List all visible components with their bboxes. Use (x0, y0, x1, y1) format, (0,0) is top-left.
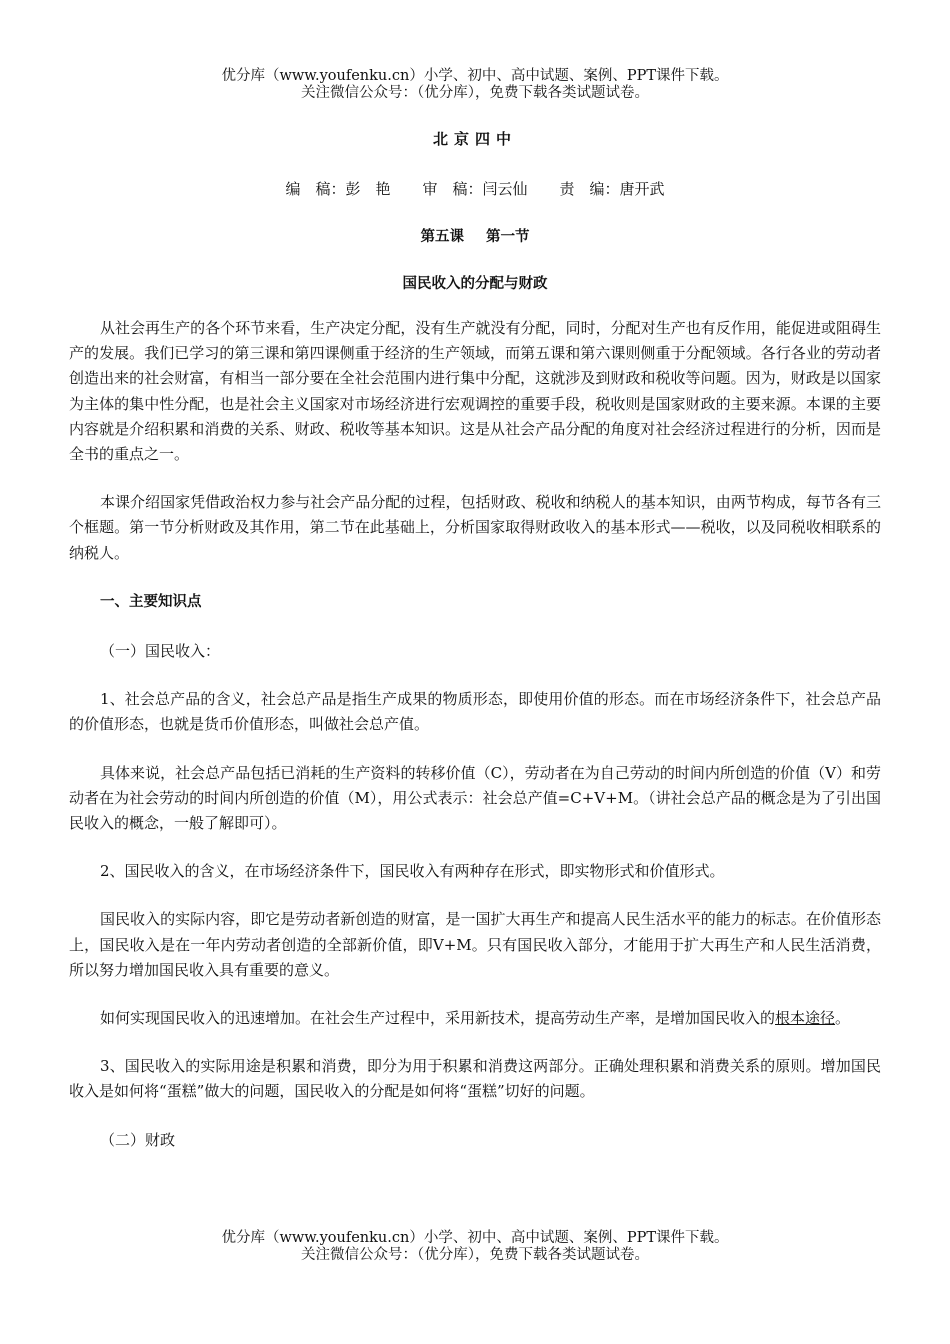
lesson-section: 第一节 (486, 229, 530, 245)
page-header (0, 68, 950, 102)
section-heading-main-points: 一、主要知识点 (100, 593, 202, 610)
document-body (69, 316, 881, 1153)
footer-line-2: 关注微信公众号：（优分库），免费下载各类试题试卷。 (301, 1247, 649, 1263)
point-2-increase (69, 1006, 881, 1031)
chief-editor-credit: 责 编：唐开武 (559, 180, 665, 198)
lesson-heading (0, 225, 950, 246)
subheading-national-income: （一）国民收入： (100, 642, 221, 661)
header-line-1: 优分库（www.youfenku.cn）小学、初中、高中试题、案例、PPT课件下载。 (221, 68, 729, 84)
subheading-finance: （二）财政 (100, 1130, 176, 1149)
header-line-2: 关注微信公众号：（优分库），免费下载各类试题试卷。 (301, 85, 649, 101)
point-3-usage: 3、国民收入的实际用途是积累和消费，即分为用于积累和消费这两部分。正确处理积累和消费关系的原则。增加国民收入是如何将“蛋糕”做大的问题，国民收入的分配是如何将“蛋糕”切好的问题。 (69, 1057, 881, 1101)
school-title: 北京四中 (432, 130, 517, 148)
editor-credit: 编 稿：彭 艳 (285, 180, 391, 198)
point-2-detail: 国民收入的实际内容，即它是劳动者新创造的财富，是一国扩大再生产和提高人民生活水平的能力的标志。在价值形态上，国民收入是在一年内劳动者创造的全部新价值，即V+M。只有国民收入部分，才能用于扩大再生产和人民生活消费，所以努力增加国民收入具有重要的意义。 (69, 910, 881, 979)
footer-line-1: 优分库（www.youfenku.cn）小学、初中、高中试题、案例、PPT课件下载。 (221, 1230, 729, 1246)
reviewer-credit: 审 稿：闫云仙 (422, 180, 528, 198)
increase-end: 。 (835, 1009, 851, 1028)
editors-line (0, 178, 950, 199)
point-2-national-income: 2、国民收入的含义，在市场经济条件下，国民收入有两种存在形式，即实物形式和价值形式。 (100, 862, 725, 881)
intro-paragraph-1: 从社会再生产的各个环节来看，生产决定分配，没有生产就没有分配，同时，分配对生产也有反作用，能促进或阻碍生产的发展。我们已学习的第三课和第四课侧重于经济的生产领域，而第五课和第六课则侧重于分配领域。各行各业的劳动者创造出来的社会财富，有相当一部分要在全社会范围内进行集中分配，这就涉及到财政和税收等问题。因为，财政是以国家为主体的集中性分配，也是社会主义国家对市场经济进行宏观调控的重要手段，税收则是国家财政的主要来源。本课的主要内容就是介绍积累和消费的关系、财政、税收等基本知识。这是从社会产品分配的角度对社会经济过程进行的分析，因而是全书的重点之一。 (69, 319, 881, 464)
intro-paragraph-2: 本课介绍国家凭借政治权力参与社会产品分配的过程，包括财政、税收和纳税人的基本知识，由两节构成，每节各有三个框题。第一节分析财政及其作用，第二节在此基础上，分析国家取得财政收入的基本形式——税收，以及同税收相联系的纳税人。 (69, 493, 881, 562)
page-footer (0, 1230, 950, 1264)
increase-text: 如何实现国民收入的迅速增加。在社会生产过程中，采用新技术，提高劳动生产率，是增加国民收入的 (100, 1009, 776, 1028)
lesson-chapter: 第五课 (420, 229, 464, 245)
topic-title: 国民收入的分配与财政 (402, 276, 548, 292)
underlined-key-phrase: 根本途径 (775, 1009, 836, 1028)
point-1-detail: 具体来说，社会总产品包括已消耗的生产资料的转移价值（C），劳动者在为自己劳动的时间内所创造的价值（V）和劳动者在为社会劳动的时间内所创造的价值（M），用公式表示：社会总产值=C+V+M。（讲社会总产品的概念是为了引出国民收入的概念，一般了解即可）。 (69, 763, 881, 833)
point-1-social-product: 1、社会总产品的含义，社会总产品是指生产成果的物质形态，即使用价值的形态。而在市场经济条件下，社会总产品的价值形态，也就是货币价值形态，叫做社会总产值。 (69, 690, 881, 734)
